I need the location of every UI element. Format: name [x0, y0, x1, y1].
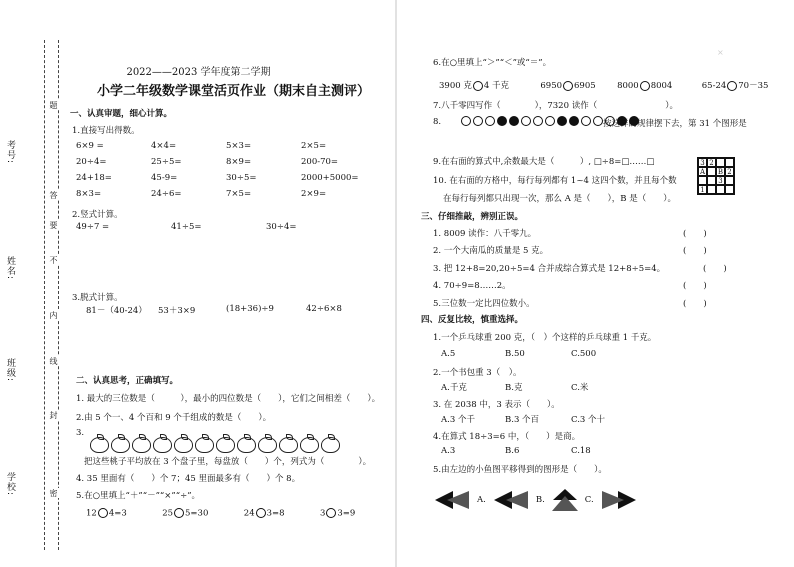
blank-circle[interactable] — [98, 508, 108, 518]
option-b[interactable]: B.50 — [505, 349, 525, 359]
s2-question: 5.在○里填上“＋”“－”“×”“÷”。 — [76, 491, 201, 501]
q8-label: 8. — [433, 117, 442, 127]
seal-mark: 题 — [49, 101, 58, 109]
operand: 3=8 — [266, 508, 285, 519]
option-b[interactable]: B.克 — [505, 383, 523, 393]
seal-mark: 答 — [49, 191, 58, 199]
right-page — [397, 0, 794, 567]
grid-cell: B — [717, 168, 724, 176]
judge-item: 1. 8009 读作：八千零九。 — [433, 229, 537, 239]
grid-cell: 3 — [698, 158, 707, 167]
grid-cell: 1 — [698, 185, 707, 194]
calc-item: 20÷4= — [76, 157, 107, 167]
grid-cell — [725, 185, 734, 194]
vertical-calc-row — [76, 222, 361, 232]
peach-icon — [90, 437, 109, 453]
calc-item: 24+18= — [76, 173, 112, 183]
blank-circle[interactable] — [326, 508, 336, 518]
q2-title: 2.竖式计算。 — [72, 210, 123, 220]
school-label: 学校: — [5, 472, 15, 497]
seal-mark: 要 — [49, 221, 58, 229]
judge-item: 5.三位数一定比四位数小。 — [433, 299, 535, 309]
operand: 6950 — [540, 81, 563, 91]
seal-mark: 不 — [49, 256, 58, 264]
operand: 4 千克 — [483, 81, 509, 91]
option-b[interactable]: B. — [535, 495, 545, 505]
grid-cell — [725, 158, 734, 167]
calc-item: 2000+5000= — [301, 173, 359, 183]
hollow-bead-icon — [545, 116, 555, 126]
operand: 12 — [86, 508, 97, 519]
answer-parens[interactable]: ( ) — [683, 246, 707, 256]
s2-question: 把这些桃子平均放在 3 个盘子里，每盘放（ ）个，列式为（ ）。 — [84, 457, 372, 467]
q3-title: 3.脱式计算。 — [72, 293, 123, 303]
option-a[interactable]: A.5 — [441, 349, 456, 359]
hollow-bead-icon — [581, 116, 591, 126]
peach-icon — [258, 437, 277, 453]
calc-item: 49÷7 = — [76, 222, 110, 232]
grid-cell — [725, 176, 734, 185]
blank-circle[interactable] — [727, 81, 737, 91]
judge-item: 2. 一个大南瓜的质量是 5 克。 — [433, 246, 549, 256]
calc-item: 41÷5= — [171, 222, 202, 232]
option-a[interactable]: A. — [477, 495, 486, 505]
grid-cell — [716, 185, 725, 194]
s2-question-label: 3. — [76, 428, 85, 438]
option-a[interactable]: A.3 — [441, 446, 456, 456]
judge-item: 3. 把 12+8=20,20÷5=4 合并成综合算式是 12+8÷5=4。 — [433, 264, 666, 274]
grid-cell: A — [699, 168, 706, 176]
peach-icon — [321, 437, 340, 453]
peach-icon — [153, 437, 172, 453]
s2-question: 4. 35 里面有（ ）个 7；45 里面最多有（ ）个 8。 — [76, 474, 301, 484]
filled-bead-icon — [509, 116, 519, 126]
seal-mark: 内 — [49, 311, 58, 319]
q6-title: 6.在○里填上“＞”“＜”或“＝”。 — [433, 58, 552, 68]
operand: 3900 克 — [439, 81, 472, 91]
calc-item: 42÷6×8 — [306, 304, 342, 314]
hollow-bead-icon — [461, 116, 471, 126]
grid-cell — [698, 176, 707, 185]
option-c[interactable]: C.500 — [571, 349, 597, 359]
calc-item: 53＋3×9 — [158, 306, 196, 316]
blank-circle[interactable] — [473, 81, 483, 91]
operand: 65-24 — [701, 81, 727, 91]
choice-question: 4.在算式 18÷3=6 中，（ ）是商。 — [433, 432, 581, 442]
operand: 5=30 — [185, 508, 209, 519]
option-c[interactable]: C.3 个十 — [571, 415, 606, 425]
s2-question: 1. 最大的三位数是（ ），最小的四位数是（ ），它们之间相差（ ）。 — [76, 394, 381, 404]
peach-icon — [237, 437, 256, 453]
option-b[interactable]: B.6 — [505, 446, 520, 456]
peach-icon — [111, 437, 130, 453]
seal-line — [58, 40, 59, 550]
operand: 3 — [319, 508, 326, 519]
grid-cell: 3 — [716, 176, 725, 185]
fish-option-a-icon — [492, 490, 530, 510]
blank-circle[interactable] — [174, 508, 184, 518]
hollow-bead-icon — [521, 116, 531, 126]
blank-circle[interactable] — [563, 81, 573, 91]
choice-options — [441, 446, 591, 456]
option-c[interactable]: C.米 — [571, 383, 589, 393]
judge-item: 4. 70÷9=8……2。 — [433, 281, 511, 291]
blank-circle[interactable] — [256, 508, 266, 518]
seal-line — [44, 40, 45, 550]
calc-item: 8×3= — [76, 189, 102, 199]
section-1-title: 一、认真审题，细心计算。 — [70, 109, 173, 119]
page-title: 小学二年级数学课堂活页作业（期末自主测评） — [96, 84, 370, 99]
calc-item: 6×9 = — [76, 141, 104, 151]
peach-row — [90, 437, 340, 453]
peach-icon — [132, 437, 151, 453]
blank-circle[interactable] — [640, 81, 650, 91]
fish-option-c-icon — [600, 490, 638, 510]
oral-calc-grid — [76, 138, 401, 202]
operand: 3=9 — [337, 508, 356, 519]
operand: 8004 — [650, 81, 673, 91]
answer-parens[interactable]: ( ) — [683, 229, 707, 239]
choice-question: 3. 在 2038 中，3 表示（ ）。 — [433, 400, 560, 410]
grid-cell: 2 — [707, 158, 716, 167]
grid-cell — [707, 176, 716, 185]
grid-cell — [716, 158, 725, 167]
seal-mark: 线 — [49, 357, 58, 365]
peach-icon — [300, 437, 319, 453]
section-3-title: 三、仔细推敲，辨别正误。 — [421, 212, 524, 222]
calc-item: 81－（40-24） — [86, 306, 147, 316]
operand: 70－35 — [738, 81, 769, 91]
operand: 8000 — [617, 81, 639, 91]
peach-icon — [279, 437, 298, 453]
stepwise-calc-row — [86, 304, 376, 316]
fish-shape-row — [433, 488, 638, 512]
choice-question: 2.一个书包重 3（ ）。 — [433, 368, 522, 378]
name-label: 姓名: — [5, 256, 15, 281]
option-a[interactable]: A.千克 — [441, 383, 467, 393]
calc-item: 8×9= — [226, 157, 252, 167]
bleed-through-text: × — [717, 48, 724, 57]
choice-question: 5.由左边的小鱼图平移得到的图形是（ ）。 — [433, 465, 607, 475]
calc-item: 30÷5= — [226, 173, 257, 183]
filled-bead-icon — [557, 116, 567, 126]
grid-cell: 2 — [725, 167, 734, 176]
hollow-bead-icon — [533, 116, 543, 126]
option-b[interactable]: B.3 个百 — [505, 415, 540, 425]
calc-item: 30÷4= — [266, 222, 297, 232]
peach-icon — [174, 437, 193, 453]
choice-options — [441, 381, 588, 393]
grid-cell — [707, 167, 716, 176]
q8-text: 按这样的规律摆下去，第 31 个图形是 — [603, 119, 747, 129]
peach-icon — [216, 437, 235, 453]
operand: 4=3 — [108, 508, 127, 519]
filled-bead-icon — [497, 116, 507, 126]
class-label: 班级: — [5, 358, 15, 383]
operand: 24 — [243, 508, 255, 519]
answer-parens[interactable]: ( ) — [683, 281, 707, 291]
peach-icon — [195, 437, 214, 453]
grid-cell — [707, 185, 716, 194]
q1-title: 1.直接写出得数。 — [72, 126, 140, 136]
calc-item: 4×4= — [151, 141, 177, 151]
answer-parens[interactable]: ( ) — [703, 264, 727, 274]
q9: 9.在右面的算式中,余数最大是（ ）, □÷8=□……□ — [433, 157, 655, 167]
exam-number-label: 考号: — [5, 140, 15, 165]
calc-item: 5×3= — [226, 141, 252, 151]
operand: 25 — [162, 508, 174, 519]
choice-options — [441, 413, 605, 425]
calc-item: 25÷5= — [151, 157, 182, 167]
calc-item: 45-9= — [151, 173, 178, 183]
s2-question: 2.由 5 个一、4 个百和 9 个千组成的数是（ ）。 — [76, 413, 272, 423]
fish-original-icon — [433, 490, 471, 510]
option-c[interactable]: C. — [584, 495, 594, 505]
seal-mark: 密 — [49, 489, 58, 497]
school-year: 2022——2023 学年度第二学期 — [126, 67, 271, 78]
compare-row — [439, 79, 768, 91]
hollow-bead-icon — [593, 116, 603, 126]
calc-item: 2×5= — [301, 141, 327, 151]
q7: 7.八千零四写作（ ），7320 读作（ ）。 — [433, 101, 678, 111]
number-grid — [697, 157, 735, 195]
binding-strip — [0, 40, 70, 550]
calc-item: 200-70= — [301, 157, 339, 167]
option-a[interactable]: A.3 个千 — [441, 415, 475, 425]
choice-options — [441, 349, 596, 359]
calc-item: 7×5= — [226, 189, 252, 199]
choice-question: 1.一个乒乓球重 200 克，（ ）个这样的乒乓球重 1 千克。 — [433, 333, 657, 343]
calc-item: (18+36)÷9 — [226, 304, 274, 314]
calc-item: 2×9= — [301, 189, 327, 199]
calc-item: 24÷6= — [151, 189, 182, 199]
q10-line2: 在每行每列都只出现一次，那么 A 是（ ），B 是（ ）。 — [443, 194, 676, 204]
answer-parens[interactable]: ( ) — [683, 299, 707, 309]
fish-option-b-icon — [551, 488, 579, 512]
section-2-title: 二、认真思考，正确填写。 — [76, 376, 179, 386]
section-4-title: 四、反复比较，慎重选择。 — [421, 315, 524, 325]
option-c[interactable]: C.18 — [571, 446, 591, 456]
hollow-bead-icon — [485, 116, 495, 126]
operator-fill-row — [86, 508, 386, 519]
hollow-bead-icon — [473, 116, 483, 126]
seal-mark: 封 — [49, 411, 58, 419]
filled-bead-icon — [569, 116, 579, 126]
q10-line1: 10. 在右面的方格中，每行每列都有 1~4 这四个数，并且每个数 — [433, 176, 677, 186]
operand: 6905 — [574, 81, 596, 91]
